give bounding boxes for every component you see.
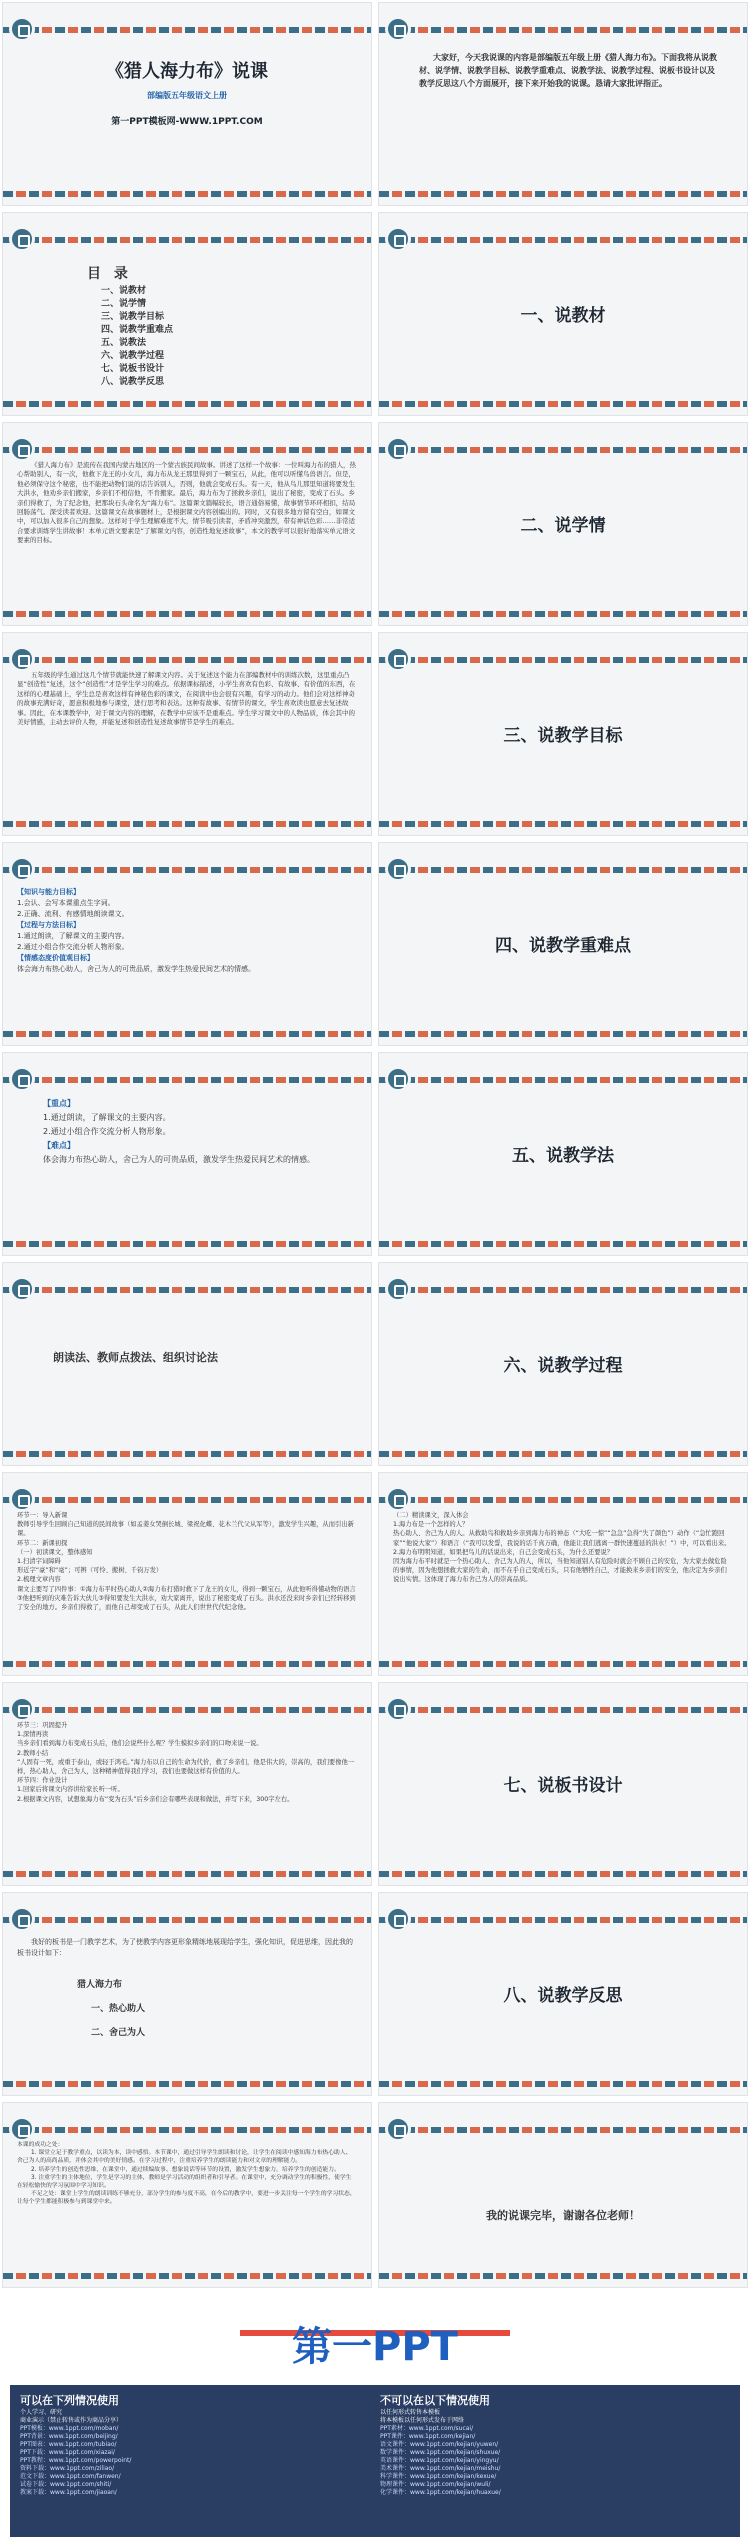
process-line: （一）初读课文，整体感知: [17, 1548, 93, 1556]
objective-heading: 【情感态度价值观目标】: [17, 954, 94, 962]
slide-stripe: [379, 1661, 747, 1667]
section-slide-3: [378, 632, 748, 836]
toc-title: 目 录: [87, 266, 132, 282]
reflection-para: 1. 课堂立足于教学重点，以读为本，读中感悟。本节课中，通过引导学生朗读和讨论，让学生在阅读中感知海力布热心助人、舍己为人的高尚品质，并体会其中的美好情感。在学习过程中，注重培养学生的朗读能力和对文章的理解能力。: [17, 2150, 352, 2165]
toc-slide: [2, 212, 372, 416]
footer-right-title: 不可以在以下情况使用: [380, 2394, 490, 2407]
section-title: 五、说教学法: [512, 1146, 614, 1166]
footer-link[interactable]: 资料下载：www.1ppt.com/ziliao/: [20, 2465, 115, 2472]
intro-slide: [378, 2, 748, 206]
slide-stripe: [3, 1871, 371, 1877]
toc-item: 八、说教学反思: [101, 377, 165, 387]
footer-link[interactable]: 教案下载：www.1ppt.com/jiaoan/: [20, 2489, 117, 2496]
thanks-slide: [378, 2102, 748, 2288]
section-title: 三、说教学目标: [503, 726, 623, 746]
process-line: 热心助人、舍己为人的人。从救助鸟和救助乡亲到海力布的神态（“大吃一惊”“急急”急得“失了颜色”）动作（“急忙跑回家”“他说大家”）和语言（“我可以发誓，我说的话千真万确，他能让我们逃离一群快速蔓延的洪水！”）中，可以看出来。: [393, 1530, 731, 1547]
slide-stripe: [3, 821, 371, 827]
footer-link[interactable]: PPT图表：www.1ppt.com/tubiao/: [20, 2441, 117, 2448]
slide-stripe: [379, 237, 747, 243]
section-slide-7: [378, 1682, 748, 1886]
board-intro: 我好的板书是一门教学艺术，为了使教学内容更形象精练地展现给学生，强化知识，促进思维，因此我的板书设计如下：: [17, 1938, 353, 1957]
slide-logo-icon: [385, 436, 411, 462]
toc-list: [101, 285, 357, 389]
footer-left-title: 可以在下列情况使用: [20, 2394, 119, 2407]
board-item: 二、舍己为人: [91, 2028, 146, 2038]
process-line: “人固有一死，或重于泰山，或轻于鸿毛。”海力布以自己的生命为代价，救了乡亲们，他是伟大的，崇高的，我们要像他一样，热心助人，舍己为人，这种精神值得我们学习，我们也要做这样有价值的人。: [17, 1758, 355, 1776]
footer-banner: [0, 2290, 750, 2537]
section-title: 一、说教材: [520, 306, 606, 326]
slide-stripe: [3, 1287, 371, 1293]
slide-stripe: [379, 1917, 747, 1923]
slide-stripe: [379, 821, 747, 827]
section-title: 八、说教学反思: [503, 1986, 623, 2006]
section-slide-4: [378, 842, 748, 1046]
footer-link[interactable]: PPT模板：www.1ppt.com/moban/: [20, 2425, 119, 2432]
textbook-slide: [2, 422, 372, 626]
page-title: 《猎人海力布》说课: [106, 61, 268, 82]
slide-logo-icon: [385, 16, 411, 42]
objective-heading: 【知识与能力目标】: [17, 888, 80, 896]
keypoint-line: 2.通过小组合作交流分析人物形象。: [43, 1127, 171, 1136]
section-slide-5: [378, 1052, 748, 1256]
slide-stripe: [379, 1241, 747, 1247]
toc-item: 二、说学情: [101, 299, 147, 309]
slide-stripe: [3, 2081, 371, 2087]
footer-line: 以任何形式转售本模板: [380, 2409, 441, 2416]
learners-slide: [2, 632, 372, 836]
section-title: 七、说板书设计: [503, 1776, 623, 1796]
process-line: 2.海力布明明知道，如果把鸟儿的话说出来，自己会变成石头，为什么还要说？: [393, 1548, 614, 1556]
footer-link[interactable]: 英语课件：www.1ppt.com/kejian/yingyu/: [380, 2457, 499, 2464]
textbook-text: 《猎人海力布》是流传在我国内蒙古地区的一个蒙古族民间故事。讲述了这样一个故事：一位叫海力布的猎人，热心帮助别人，有一次，他救下龙王的小女儿，海力布从龙王那里得到了一颗宝石，从此，他可以听懂鸟兽语言。但是，他必须保守这个秘密，也不能把动物们说的话告诉别人，否则，他就会变成石头。有一天，他从鸟儿那里知道将要发生大洪水，他劝乡亲们搬家，乡亲们不相信他，不肯搬家。最后，海力布为了拯救乡亲们，说出了秘密，变成了石头。乡亲们得救了，为了纪念他，把那块石头命名为“海力布”。这篇课文篇幅较长，语言通俗易懂，故事情节环环相扣，结局回肠荡气。深受读者欢迎。这篇课文在故事题材上，是根据课文内容创编出的。同时，又有很多地方留有空白，如课文中，可以加入很多自己的想象。这样对于学生理解难度不大，情节吸引读者，矛盾冲突激烈，带有神话色彩……非常适合要求训练学生讲故事！本单元语文要素是“了解课文内容，创造性地复述故事”，本文的教学可以很好地落实单元语文要素的目标。: [17, 461, 356, 545]
brand-logo: 第一PPT: [292, 2324, 458, 2370]
slide-logo-icon: [9, 646, 35, 672]
slide-logo-icon: [9, 16, 35, 42]
process-line: 形近字“豪”和“毫”；可辨（可怜、搬树、千钧万发）: [17, 1567, 163, 1575]
reflection-para: 3. 注重学生的主体地位，学生是学习的主体，教师是学习活动的组织者和引导者。在课堂中，充分调动学生的积极性，使学生在轻松愉快的学习氛围中学习知识。: [17, 2174, 352, 2190]
footer-line: 商业演示（禁止转售或作为商品分享）: [20, 2417, 123, 2424]
slide-stripe: [3, 447, 371, 453]
footer-right-column: [380, 2394, 720, 2497]
slide-logo-icon: [385, 226, 411, 252]
slide-stripe: [379, 191, 747, 197]
slide-logo-icon: [385, 1906, 411, 1932]
slide-logo-icon: [385, 1066, 411, 1092]
subtitle: 部编版五年级语文上册: [147, 91, 227, 100]
slide-logo-icon: [9, 1906, 35, 1932]
reflection-para: 2. 培养学生的创造性思维，在课堂中，通过续编故事、想象说话等环节的设置，激发学生想象力，培养学生的创造能力。: [31, 2166, 340, 2173]
objective-line: 2.通过小组合作交流分析人物形象。: [17, 943, 129, 951]
slide-stripe: [3, 1077, 371, 1083]
objective-line: 2.正确、流利、有感情地朗读课文。: [17, 910, 129, 918]
footer-link[interactable]: 科学课件：www.1ppt.com/kejian/kexue/: [380, 2473, 497, 2480]
footer-link[interactable]: 数学课件：www.1ppt.com/kejian/shuxue/: [380, 2449, 501, 2456]
slide-stripe: [3, 657, 371, 663]
process-line: 当乡亲们看到海力布变成石头后，他们会说些什么呢？学生模拟乡亲们的口吻来说一说。: [17, 1740, 263, 1748]
process-line: 2.梳理文章内容: [17, 1576, 61, 1584]
toc-item: 六、说教学过程: [101, 351, 165, 361]
keypoint-line: 体会海力布热心助人，舍己为人的可贵品质，激发学生热爱民间艺术的情感。: [43, 1155, 315, 1164]
slide-stripe: [379, 2127, 747, 2133]
slide-stripe: [379, 1287, 747, 1293]
process-line: 环节四：作业设计: [17, 1777, 68, 1785]
footer-band: [10, 2385, 740, 2537]
slide-stripe: [379, 1077, 747, 1083]
slide-logo-icon: [9, 1276, 35, 1302]
slide-stripe: [3, 1031, 371, 1037]
footer-link[interactable]: PPT课件：www.1ppt.com/kejian/: [380, 2433, 476, 2440]
thanks-text: 我的说课完毕，谢谢各位老师！: [486, 2209, 640, 2222]
footer-link[interactable]: 物理课件：www.1ppt.com/kejian/wuli/: [380, 2481, 491, 2488]
process-line: 环节三：巩固提升: [17, 1722, 68, 1729]
slide-stripe: [3, 867, 371, 873]
slide-logo-icon: [385, 856, 411, 882]
title-slide: [2, 2, 372, 206]
toc-item: 七、说板书设计: [101, 364, 165, 374]
slide-stripe: [379, 867, 747, 873]
slide-stripe: [379, 611, 747, 617]
slide-stripe: [3, 237, 371, 243]
process-line: 1.深情再读: [17, 1731, 49, 1739]
board-title: 猎人海力布: [77, 1980, 123, 1990]
slide-stripe: [379, 27, 747, 33]
process-line: （二）精读课文，深入体会: [393, 1512, 469, 1519]
footer-link[interactable]: PPT教程：www.1ppt.com/powerpoint/: [20, 2457, 132, 2464]
slide-stripe: [379, 1707, 747, 1713]
process-slide-1: [2, 1472, 372, 1676]
section-slide-2: [378, 422, 748, 626]
section-title: 二、说学情: [520, 516, 606, 536]
objectives-slide: [2, 842, 372, 1046]
slide-stripe: [3, 1497, 371, 1503]
footer-link[interactable]: 语文课件：www.1ppt.com/kejian/yuwen/: [380, 2441, 499, 2448]
slide-stripe: [3, 1451, 371, 1457]
reflection-heading: 本课的成功之处：: [17, 2142, 64, 2148]
slide-logo-icon: [385, 2116, 411, 2142]
footer-link[interactable]: 范文下载：www.1ppt.com/fanwen/: [20, 2473, 121, 2480]
learners-text: 五年级的学生通过这几个情节就能快速了解课文内容。关于复述这个能力在部编教材中的训练次数，这里重点凸显“创造性”复述，这个“创造性”才是学生学习的难点。依据课标描述，小学生喜欢有色彩、有故事、有价值的东西，在这样的心理基础上，学生总是喜欢这样有神秘色彩的课文，在阅读中也会很有兴趣，有学习的动力。他们会对这样神奇的故事充满好奇，愿意积极地参与课堂，进行思考和表达。这种有故事、有情节的课文，学生喜欢读也愿意去复述故事。因此，在本课教学中，对于课文内容的理解，在教学中应该不是重难点。学生学习课文中的人物品质，体会其中的美好情感，主动去评价人物，并能复述和创造性复述故事情节是学生的难点。: [17, 671, 356, 727]
objective-line: 体会海力布热心助人，舍己为人的可贵品质，激发学生热爱民间艺术的情感。: [17, 965, 255, 973]
slide-stripe: [3, 1241, 371, 1247]
board-item: 一、热心助人: [91, 2004, 146, 2014]
slide-logo-icon: [385, 1696, 411, 1722]
section-slide-1: [378, 212, 748, 416]
slide-stripe: [3, 1661, 371, 1667]
keypoint-heading: 【重点】: [43, 1099, 75, 1108]
toc-item: 三、说教学目标: [101, 312, 165, 322]
toc-item: 一、说教材: [101, 286, 147, 296]
slide-logo-icon: [9, 1066, 35, 1092]
slide-stripe: [3, 27, 371, 33]
slide-stripe: [379, 1031, 747, 1037]
slide-stripe: [3, 611, 371, 617]
process-line: 2.教师小结: [17, 1749, 49, 1757]
section-title: 四、说教学重难点: [495, 936, 631, 956]
slide-stripe: [379, 1451, 747, 1457]
slide-stripe: [379, 2081, 747, 2087]
slide-stripe: [3, 2127, 371, 2133]
footer-link[interactable]: 试卷下载：www.1ppt.com/shiti/: [20, 2481, 112, 2488]
process-line: 因为海力布平时就是一个热心助人、舍己为人的人，所以，当他知道别人有危险时就会不顾自己的安危，为大家去做危险的事情，因为他想拯救大家的生命，而不在乎自己变成石头，只有他牺牲自己，才能换来乡亲们的安全，他决定为乡亲们说出实情。这体现了海力布舍己为人的崇高品质。: [393, 1558, 727, 1584]
process-line: 1.回家后将课文内容讲给家长听一听。: [17, 1786, 124, 1794]
footer-line: 将本模板以任何形式发布于网络: [380, 2417, 465, 2424]
process-line: 课文主要写了四件事：①海力布平时热心助人②海力布打猎时救下了龙王的女儿，得到一颗宝石，从此他听得懂动物的语言③他把听到的灾难告诉大伙儿③得知要发生大洪水，劝大家离开，说出了秘密变成了石头。洪水还没来时乡亲们已经转移到了安全的地方。乡亲们得救了，而他自己却变成了石头，从此人们世世代代纪念他。: [17, 1585, 356, 1612]
slide-stripe: [379, 447, 747, 453]
slide-stripe: [3, 401, 371, 407]
keypoints-slide: [2, 1052, 372, 1256]
reflection-slide: [2, 2102, 372, 2288]
slide-stripe: [3, 1707, 371, 1713]
slide-logo-icon: [9, 226, 35, 252]
process-slide-3: [2, 1682, 372, 1886]
slide-logo-icon: [9, 856, 35, 882]
objective-line: 1.通过朗读，了解课文的主要内容。: [17, 932, 129, 940]
footer-link[interactable]: PPT下载：www.1ppt.com/xiazai/: [20, 2449, 115, 2456]
slide-stripe: [379, 657, 747, 663]
slide-logo-icon: [9, 1696, 35, 1722]
slide-logo-icon: [9, 1486, 35, 1512]
methods-text: 朗读法、教师点拨法、组织讨论法: [53, 1351, 218, 1364]
toc-item: 五、说教法: [101, 338, 147, 348]
slide-stripe: [3, 1917, 371, 1923]
intro-text: 大家好，今天我说课的内容是部编版五年级上册《猎人海力布》。下面我将从说教材、说学情、说教学目标、说教学重难点、说教学法、说教学过程、说板书设计以及教学反思这八个方面展开，接下来开始我的说课。恳请大家批评指正。: [419, 53, 717, 88]
process-slide-2: [378, 1472, 748, 1676]
objective-heading: 【过程与方法目标】: [17, 921, 80, 929]
board-slide: [2, 1892, 372, 2096]
footer-line: 个人学习、研究: [20, 2409, 63, 2416]
keypoint-line: 1.通过朗读，了解课文的主要内容。: [43, 1113, 171, 1122]
site-text: 第一PPT模板网-WWW.1PPT.COM: [111, 117, 263, 127]
reflection-para: 不足之处：课堂上学生的朗读训练不够充分，部分学生的参与度不高，在今后的教学中，要进一步关注每一个学生的学习状态，让每个学生都能积极参与到课堂中来。: [17, 2191, 356, 2206]
section-slide-8: [378, 1892, 748, 2096]
slide-stripe: [379, 401, 747, 407]
process-line: 1.扫清字词障碍: [17, 1558, 61, 1566]
footer-left-column: [20, 2394, 360, 2497]
slide-stripe: [379, 1497, 747, 1503]
methods-slide: [2, 1262, 372, 1466]
section-slide-6: [378, 1262, 748, 1466]
keypoint-heading: 【难点】: [43, 1141, 75, 1150]
slide-logo-icon: [385, 646, 411, 672]
slide-logo-icon: [385, 1486, 411, 1512]
slide-logo-icon: [385, 1276, 411, 1302]
footer-link[interactable]: 美术课件：www.1ppt.com/kejian/meishu/: [380, 2465, 501, 2472]
toc-item: 四、说教学重难点: [101, 325, 174, 335]
slide-stripe: [3, 2273, 371, 2279]
process-line: 环节二：新课初探: [17, 1539, 68, 1547]
footer-link[interactable]: PPT背景：www.1ppt.com/beijing/: [20, 2433, 118, 2440]
process-line: 1.海力布是一个怎样的人？: [393, 1521, 469, 1529]
slide-stripe: [379, 1871, 747, 1877]
slide-stripe: [3, 191, 371, 197]
process-line: 2.根据课文内容，试想象海力布“变为石头”后乡亲们会有哪些表现和做法，并写下来，300字左右。: [17, 1795, 294, 1803]
section-title: 六、说教学过程: [503, 1356, 623, 1376]
footer-link[interactable]: 化学课件：www.1ppt.com/kejian/huaxue/: [380, 2489, 501, 2496]
slide-logo-icon: [9, 436, 35, 462]
footer-link[interactable]: PPT素材：www.1ppt.com/sucai/: [380, 2425, 474, 2432]
process-line: 教师引导学生回顾自己知道的民间故事（如孟姜女哭倒长城、梁祝化蝶、花木兰代父从军等），激发学生兴趣，从而引出新课。: [17, 1521, 354, 1538]
process-line: 环节一：导入新课: [17, 1512, 68, 1519]
objective-line: 1.会认、会写本课重点生字词。: [17, 899, 115, 907]
slide-stripe: [379, 2273, 747, 2279]
slide-logo-icon: [9, 2116, 35, 2142]
